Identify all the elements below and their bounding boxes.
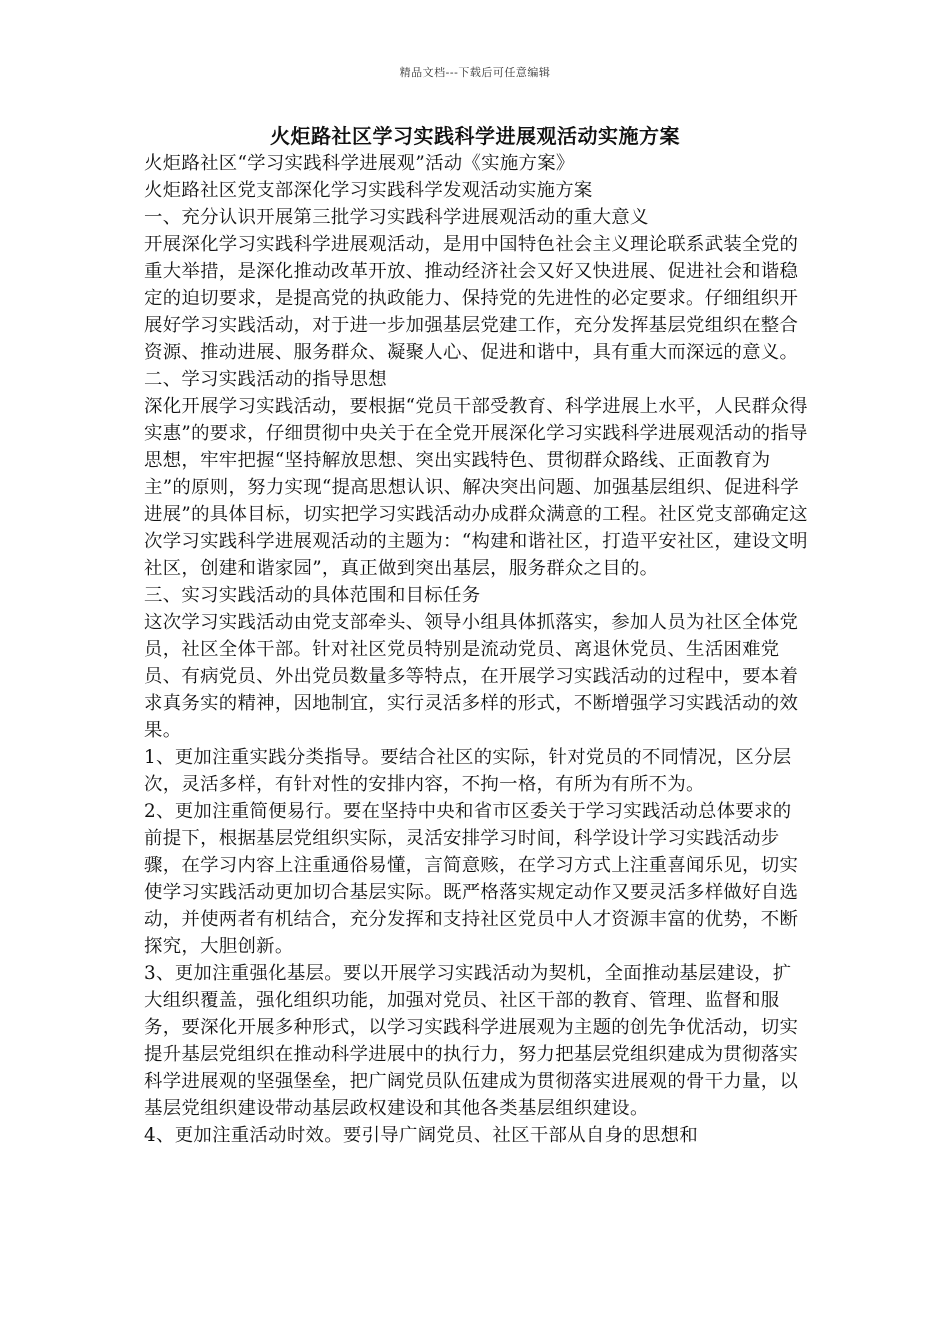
section-heading: 二、学习实践活动的指导思想 [144, 369, 387, 390]
header-note: 精品文档---下载后可任意编辑 [399, 66, 551, 79]
paragraph: 这次学习实践活动由党支部牵头、领导小组具体抓落实，参加人员为社区全体党员，社区全体干部。针对社区党员特别是流动党员、离退休党员、生活困难党员、有病党员、外出党员数量多等特点，在开展学习实践活动的过程中，要本着求真务实的精神，因地制宜，实行灵活多样的形式，不断增强学习实践活动的效果。 [144, 612, 799, 741]
list-item: 1、更加注重实践分类指导。要结合社区的实际，针对党员的不同情况，区分层次，灵活多样，有针对性的安排内容，不拘一格，有所为有所不为。 [144, 747, 792, 795]
subtitle-line: 火炬路社区“学习实践科学进展观”活动《实施方案》 [144, 153, 575, 174]
list-item: 2、更加注重简便易行。要在坚持中央和省市区委关于学习实践活动总体要求的前提下，根据基层党组织实际，灵活安排学习时间，科学设计学习实践活动步骤，在学习内容上注重通俗易懂，言简意赅，在学习方式上注重喜闻乐见，切实使学习实践活动更加切合基层实际。既严格落实规定动作又要灵活多样做好自选动，并使两者有机结合，充分发挥和支持社区党员中人才资源丰富的优势，不断探究，大胆创新。 [144, 801, 799, 957]
section-heading: 一、充分认识开展第三批学习实践科学进展观活动的重大意义 [144, 207, 649, 228]
paragraph: 深化开展学习实践活动，要根据“党员干部受教育、科学进展上水平，人民群众得实惠”的要求，仔细贯彻中央关于在全党开展深化学习实践科学进展观活动的指导思想，牢牢把握“坚持解放思想、突出实践特色、贯彻群众路线、正面教育为主”的原则，努力实现“提高思想认识、解决突出问题、加强基层组织、促进科学进展”的具体目标，切实把学习实践活动办成群众满意的工程。社区党支部确定这次学习实践科学进展观活动的主题为：“构建和谐社区，打造平安社区，建设文明社区，创建和谐家园”，真正做到突出基层，服务群众之目的。 [144, 396, 808, 579]
section-heading: 三、实习实践活动的具体范围和目标任务 [144, 585, 481, 606]
list-item: 3、更加注重强化基层。要以开展学习实践活动为契机，全面推动基层建设，扩大组织覆盖，强化组织功能，加强对党员、社区干部的教育、管理、监督和服务，要深化开展多种形式，以学习实践科学进展观为主题的创先争优活动，切实提升基层党组织在推动科学进展中的执行力，努力把基层党组织建成为贯彻落实科学进展观的坚强堡垒，把广阔党员队伍建成为贯彻落实进展观的骨干力量，以基层党组织建设带动基层政权建设和其他各类基层组织建设。 [144, 963, 799, 1119]
subtitle-line: 火炬路社区党支部深化学习实践科学发观活动实施方案 [144, 180, 593, 201]
list-item: 4、更加注重活动时效。要引导广阔党员、社区干部从自身的思想和 [144, 1125, 699, 1146]
paragraph: 开展深化学习实践科学进展观活动，是用中国特色社会主义理论联系武装全党的重大举措，是深化推动改革开放、推动经济社会又好又快进展、促进社会和谐稳定的迫切要求，是提高党的执政能力、保持党的先进性的必定要求。仔细组织开展好学习实践活动，对于进一步加强基层党建工作，充分发挥基层党组织在整合资源、推动进展、服务群众、凝聚人心、促进和谐中，具有重大而深远的意义。 [144, 234, 799, 363]
document-title: 火炬路社区学习实践科学进展观活动实施方案 [270, 124, 680, 148]
document-body [144, 150, 808, 1149]
